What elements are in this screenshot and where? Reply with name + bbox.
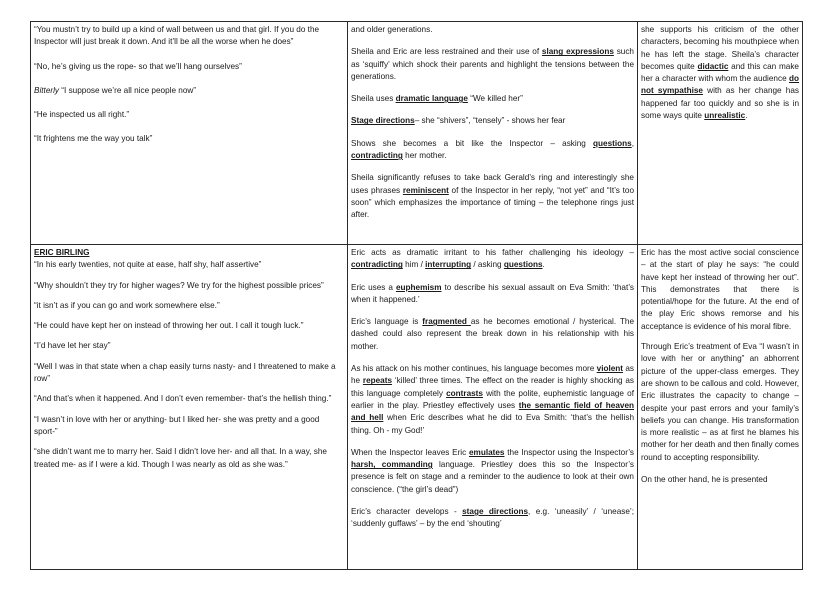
quote: Bitterly “I suppose we’re all nice people now” [34,85,197,95]
quote: “It frightens me the way you talk” [34,134,153,144]
sheila-analysis-cell [348,22,638,245]
response-paragraph: she supports his criticism of the other characters, becoming his mouthpiece when he has left the stage. Sheila’s character becomes quite didactic and this can make her a character with whom the audience do not sympathise with as her change has happened far too quickly and so she is in some ways quite unrealistic. [641,25,799,121]
quote: “she didn’t want me to marry her. Said I didn’t love her- and all that. In a way, she treated me- as if I were a kid. Though I was nearly as old as she was.” [34,447,327,469]
analysis-paragraph: When the Inspector leaves Eric emulates the Inspector using the Inspector’s harsh, commanding language. Priestley does this so the Inspector’s presence is felt on stage and a reminder to the audience to look at their own conscience. (“the girl’s dead”) [351,447,635,494]
analysis-table [30,21,803,570]
key-term: questions [593,138,632,148]
quote: “He inspected us all right.” [34,110,130,120]
key-term: do not sympathise [641,74,799,96]
sheila-row [31,22,803,245]
quote: “You mustn’t try to build up a kind of wall between us and that girl. If you do the Inspector will just break it down. And it’ll be all the worse when he does” [34,25,320,47]
quote: “Well I was in that state when a chap easily turns nasty- and I threatened to make a row” [34,361,336,384]
key-term: fragmented [422,317,471,327]
sheila-quotes-cell [31,22,348,245]
analysis-paragraph: Sheila and Eric are less restrained and their use of slang expressions such as ‘squiffy’ which shock their parents and highlight the tensions between the generations. [351,47,634,81]
key-term: stage directions [462,507,529,517]
key-term: violent [596,364,624,374]
quote: “it isn’t as if you can go and work somewhere else.” [34,300,220,310]
key-term: questions [503,260,543,270]
character-heading: ERIC BIRLING [34,248,90,257]
key-term: dramatic language [395,94,468,104]
key-term: harsh, commanding [351,460,433,470]
quote: “And that’s when it happened. And I don’t even remember- that’s the hellish thing.” [34,394,332,404]
response-paragraph: Through Eric’s treatment of Eva “I wasn’t in love with her or anything” an abhorrent picture of the upper-class emerges. They are shown to be callous and cold. However, Eric illustrates the capacity to change – despite your past errors and your family’s beliefs you can change. His transformation is more realistic – as at first he blames his mother for her death and then finally comes round to accepting responsibility. [641,342,799,462]
key-term: contradicting [351,151,403,161]
key-term: interrupting [425,260,472,270]
response-paragraph: Eric has the most active social conscience – at the start of play he says: “he could have kept her instead of throwing her out”. This demonstrates that there is potential/hope for the future. At the end of the play Eric shows remorse and his acceptance is evidence of his moral fibre. [641,248,799,331]
analysis-paragraph: and older generations. [351,25,433,34]
key-term: contradicting [351,260,403,270]
key-term: didactic [697,61,729,71]
analysis-paragraph: Sheila uses dramatic language “We killed her” [351,94,523,104]
key-term: repeats [362,376,393,386]
analysis-paragraph: As his attack on his mother continues, his language becomes more violent as he repeats ‘killed’ three times. The effect on the reader is highly shocking as this language completely contrasts with the polite, euphemistic language of earlier in the play. Priestley effectively uses the semantic field of heaven and hell when Eric describes what he did to Eva Smith: ‘that’s the hellish thing. Oh - my God!’ [351,364,635,435]
key-term: reminiscent [402,185,449,195]
analysis-paragraph: Stage directions– she “shivers”, “tensely” - shows her fear [351,116,566,126]
key-term: emulates [468,447,505,457]
key-term: euphemism [395,282,442,292]
key-term: unrealistic [704,111,746,121]
quote: “No, he’s giving us the rope- so that we’ll hang ourselves” [34,61,242,71]
eric-response-cell [638,245,803,570]
quote: “He could have kept her on instead of throwing her out. I call it tough luck.” [34,321,304,331]
sheila-response-cell [638,22,803,245]
quote: “In his early twenties, not quite at ease, half shy, half assertive” [34,260,262,270]
key-term: contrasts [446,388,483,398]
response-paragraph: On the other hand, he is presented [641,475,768,485]
analysis-paragraph: Sheila significantly refuses to take back Gerald’s ring and interestingly she uses phrases reminiscent of the Inspector in her reply, “not yet” and “It’s too soon” which emphasizes the importance of timing – the telephone rings just after. [351,173,634,220]
key-term: Stage directions [351,116,415,126]
analysis-paragraph: Eric acts as dramatic irritant to his father challenging his ideology – contradicting him / interrupting / asking questions. [351,248,634,270]
speaker-direction: Bitterly [34,85,60,95]
analysis-paragraph: Eric uses a euphemism to describe his sexual assault on Eva Smith: ‘that’s when it happened.’ [351,282,635,304]
quote: “I’d have let her stay” [34,341,111,351]
analysis-paragraph: Eric’s character develops - stage directions, e.g. ‘uneasily’ / ‘unease’; ‘suddenly guffaws’ – by the end ‘shouting’ [351,507,634,529]
quote: “Why shouldn’t they try for higher wages? We try for the highest possible prices” [34,280,324,290]
analysis-paragraph: Shows she becomes a bit like the Inspector – asking questions, contradicting her mother. [351,138,634,161]
key-term: slang expressions [541,47,614,57]
eric-analysis-cell [348,245,638,570]
key-term: the semantic field of heaven and hell [351,400,635,423]
eric-quotes-cell [31,245,348,570]
analysis-paragraph: Eric’s language is fragmented as he becomes emotional / hysterical. The dashed could also represent the break down in his relationship with his mother. [351,317,635,351]
eric-row [31,245,803,570]
quote: “I wasn’t in love with her or anything- but I liked her- she was pretty and a good sport-” [34,414,320,436]
